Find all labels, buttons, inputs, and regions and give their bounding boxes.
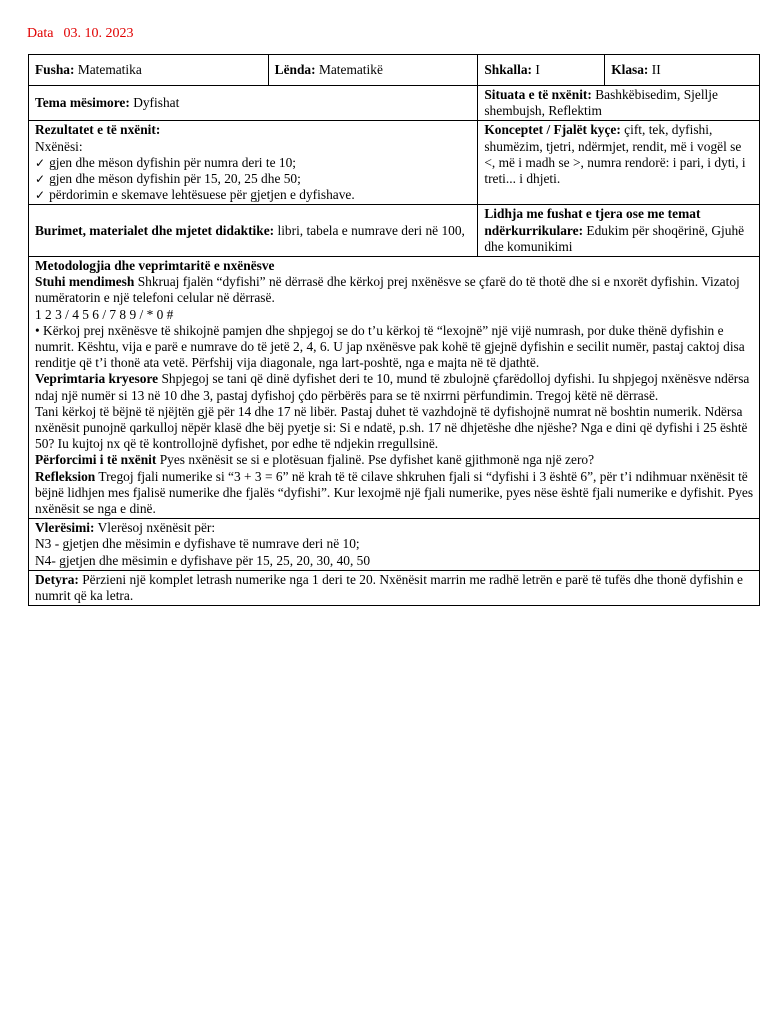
perforcimi-text: Pyes nxënësit se si e plotësuan fjalinë. Pse dyfishet kanë gjithmonë nga një zero? <box>159 452 595 468</box>
rezultatet-intro: Nxënësi: <box>35 138 83 154</box>
detyra-label: Detyra: <box>35 571 79 587</box>
konceptet-value: çift, tek, dyfishi, shumëzim, tjetri, ndërmjet, rendit, më i vogël se <, më i madh se >, numra rendorë: i pari, i dyti, i treti... i dhjeti. <box>484 122 746 187</box>
situata-label: Situata e të nxënit: <box>484 87 592 102</box>
refleksion-label: Refleksion <box>35 468 96 484</box>
date-value: 03. 10. 2023 <box>63 26 134 41</box>
veprimtaria-paragraph <box>35 371 754 403</box>
detyra-value: Përzieni një komplet letrash numerike nga 1 deri te 20. Nxënësit marrin me radhë letrën e parë të tufës dhe thonë dyfishin e numrit që ka letra. <box>35 571 743 604</box>
vleresimi-value: Vlerësoj nxënësit për: <box>97 520 216 536</box>
klasa-cell <box>605 55 760 86</box>
lidhja-cell <box>478 205 760 257</box>
vleresimi-row <box>29 519 760 571</box>
veprimtaria-text: Shpjegoj se tani që dinë dyfishet deri te 10, mund të zbulojnë çfarëdolloj dyfishi. Iu shpjegoj nxënësve ndërsa ndaj një numër si 13 në 10 dhe 3, pastaj dyfishoj çdo përbërës para se të nxirrni përfundimin. Tregoj këtë në dërrasë. <box>35 371 750 403</box>
tema-value: Dyfishat <box>133 95 180 111</box>
burimet-cell <box>29 205 478 257</box>
konceptet-cell <box>478 121 760 205</box>
rezultatet-item: ✓ gjen dhe mëson dyfishin për 15, 20, 25 dhe 50; <box>35 171 472 187</box>
vleresimi-line: N4- gjetjen dhe mësimin e dyfishave për 15, 25, 20, 30, 40, 50 <box>35 552 371 568</box>
tema-cell <box>29 86 478 121</box>
rezultatet-row <box>29 121 760 205</box>
detyra-row <box>29 570 760 605</box>
veprimtaria-label: Veprimtaria kryesore <box>35 371 159 387</box>
fusha-cell <box>29 55 269 86</box>
lenda-value: Matematikë <box>318 61 383 77</box>
bullet-paragraph: • Kërkoj prej nxënësve të shikojnë pamjen dhe shpjegoj se do t’u kërkoj të “lexojnë” një vijë numrash, por duke thënë dyfishin e numrit. Kështu, vija e parë e numrave do të jetë 2, 4, 6. U jap nxënësve pak kohë të gjejnë dyfishin e secilit numër, pastaj caktoj disa renditje që t’i thonë ata vetë. Përfshij vija diagonale, nga lart-poshtë, nga e majta në të djathtë. <box>35 322 745 371</box>
burimet-value: libri, tabela e numrave deri në 100, <box>277 222 465 238</box>
stuhi-label: Stuhi mendimesh <box>35 274 135 290</box>
date-line <box>27 26 133 42</box>
refleksion-text: Tregoj fjali numerike si “3 + 3 = 6” në krah të të cilave shkruhen fjali si “dyfishi i 3 është 6”, për t’i ndihmuar nxënësit të bëjnë lidhjen mes fjalisë numerike dhe fjalës “dyfishi”. Kur lexojmë një fjali numerike, pyes nëse është fjali numerike e dyfishit. Pyes nxënësit se nga e dinë. <box>35 468 754 517</box>
rezultatet-label: Rezultatet e të nxënit: <box>35 122 161 138</box>
tema-row <box>29 86 760 121</box>
shkalla-label: Shkalla: <box>484 61 532 77</box>
rezultatet-item: ✓ gjen dhe mëson dyfishin për numra deri te 10; <box>35 155 472 171</box>
lenda-label: Lënda: <box>274 61 316 77</box>
shkalla-cell <box>478 55 605 86</box>
keypad-line: 1 2 3 / 4 5 6 / 7 8 9 / * 0 # <box>35 306 174 322</box>
metodologjia-title: Metodologjia dhe veprimtaritë e nxënësve <box>35 258 275 274</box>
lidhja-label: Lidhja me fushat e tjera ose me temat ndërkurrikulare: <box>484 206 701 238</box>
shkalla-value: I <box>535 61 540 77</box>
date-label: Data <box>27 26 54 41</box>
fusha-value: Matematika <box>77 61 142 77</box>
rezultatet-item: ✓ përdorimin e skemave lehtësuese për gjetjen e dyfishave. <box>35 187 472 203</box>
metodologjia-cell <box>29 257 760 519</box>
stuhi-paragraph <box>35 274 754 306</box>
lidhja-value: Edukim për shoqërinë, Gjuhë dhe komunikimi <box>484 222 745 254</box>
lenda-cell <box>268 55 478 86</box>
tani-paragraph: Tani kërkoj të bëjnë të njëjtën gjë për 14 dhe 17 në libër. Pastaj duhet të vazhdojnë të dyfishojnë numrat në boshtin numerik. Ndërsa nxënësit punojnë qarkulloj nëpër klasë dhe bëj pyetje si: Si e ndatë, p.sh. 17 në dhjetëshe dhe njëshe? Nga e dini që dyfishi i 25 është 50? Iu kujtoj nx që të kontrollojnë dyfishet, por edhe të ndjekin rregullsinë. <box>35 403 748 452</box>
rezultatet-cell <box>29 121 478 205</box>
metodologjia-row <box>29 257 760 519</box>
vleresimi-cell <box>29 519 760 571</box>
klasa-value: II <box>651 61 661 77</box>
refleksion-paragraph <box>35 469 754 518</box>
burimet-label: Burimet, materialet dhe mjetet didaktike: <box>35 222 275 238</box>
vleresimi-label: Vlerësimi: <box>35 520 95 536</box>
header-row <box>29 55 760 86</box>
lesson-plan-table <box>28 54 760 606</box>
detyra-cell <box>29 570 760 605</box>
stuhi-text: Shkruaj fjalën “dyfishi” në dërrasë dhe kërkoj prej nxënësve se çfarë do të thotë dhe si e nxorët dyfishin. Vizatoj numëratorin e një telefoni celular në dërrasë. <box>35 274 740 306</box>
perforcimi-label: Përforcimi i të nxënit <box>35 452 157 468</box>
tema-label: Tema mësimore: <box>35 95 130 111</box>
konceptet-label: Konceptet / Fjalët kyçe: <box>484 122 621 138</box>
situata-value: Bashkëbisedim, Sjellje shembujsh, Reflektim <box>484 87 718 119</box>
vleresimi-line: N3 - gjetjen dhe mësimin e dyfishave të numrave deri në 10; <box>35 536 360 552</box>
burimet-row <box>29 205 760 257</box>
fusha-label: Fusha: <box>35 61 75 77</box>
perforcimi-paragraph <box>35 452 754 468</box>
situata-cell <box>478 86 760 121</box>
klasa-label: Klasa: <box>611 61 649 77</box>
